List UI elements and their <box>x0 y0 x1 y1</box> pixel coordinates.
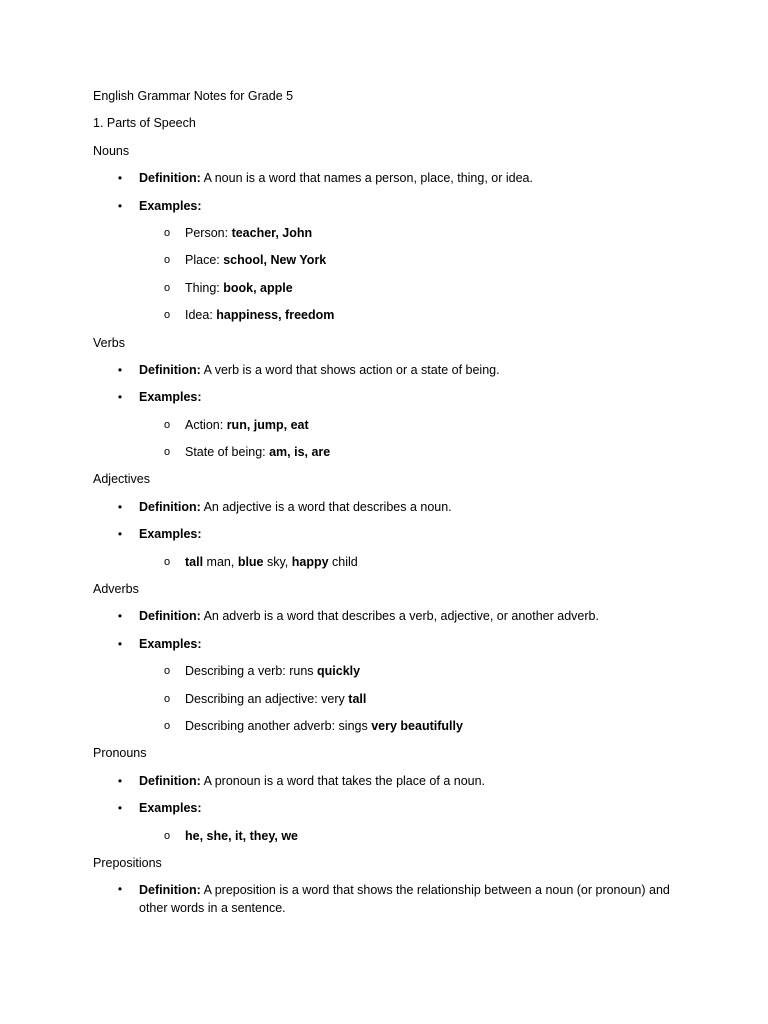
circle-bullet-icon: o <box>163 555 171 568</box>
example-label: Describing an adjective: very <box>185 691 349 706</box>
definition-text: An adverb is a word that describes a verb, adjective, or another adverb. <box>203 609 599 624</box>
bullet-icon: • <box>117 527 123 542</box>
example-label: Idea: <box>185 308 217 323</box>
example-words: quickly <box>317 664 361 679</box>
definition-text: A preposition is a word that shows the relationship between a noun (or pronoun) and other words in a sentence. <box>139 883 670 916</box>
list-item <box>93 415 693 442</box>
example-words: happiness, freedom <box>216 308 335 323</box>
definition-label: Definition: <box>139 499 201 514</box>
list-item <box>93 826 693 853</box>
definition-label: Definition: <box>139 362 201 377</box>
document-page <box>93 86 693 917</box>
example-label: Person: <box>185 225 232 240</box>
bullet-icon: • <box>117 801 123 816</box>
definition-text: A noun is a word that names a person, place, thing, or idea. <box>203 171 533 186</box>
list-item <box>93 305 693 332</box>
verbs-heading: Verbs <box>93 335 125 350</box>
example-label: Describing a verb: runs <box>185 664 318 679</box>
circle-bullet-icon: o <box>163 226 171 239</box>
bullet-icon: • <box>117 636 123 651</box>
adjectives-heading: Adjectives <box>93 472 150 487</box>
bullet-icon: • <box>117 609 123 624</box>
examples-label: Examples: <box>139 390 202 405</box>
circle-bullet-icon: o <box>163 665 171 678</box>
adjectives-examples-label <box>93 524 693 551</box>
definition-label: Definition: <box>139 773 201 788</box>
example-words: book, apple <box>223 280 293 295</box>
prepositions-heading: Prepositions <box>93 855 162 870</box>
bullet-icon: • <box>117 390 123 405</box>
list-item <box>93 442 693 469</box>
bullet-icon: • <box>117 198 123 213</box>
example-label: Place: <box>185 253 224 268</box>
example-word: happy <box>291 554 329 569</box>
bullet-icon: • <box>117 499 123 514</box>
nouns-definition <box>93 168 693 195</box>
list-item <box>93 552 693 579</box>
bullet-icon: • <box>117 882 123 897</box>
example-label: Action: <box>185 417 227 432</box>
circle-bullet-icon: o <box>163 309 171 322</box>
example-words: school, New York <box>223 253 327 268</box>
example-words: tall <box>348 691 367 706</box>
bullet-icon: • <box>117 773 123 788</box>
bullet-icon: • <box>117 362 123 377</box>
example-words: very beautifully <box>371 718 463 733</box>
examples-label: Examples: <box>139 527 202 542</box>
list-item <box>93 250 693 277</box>
adverbs-definition <box>93 606 693 633</box>
example-rest: man, <box>203 554 238 569</box>
list-item <box>93 716 693 743</box>
examples-label: Examples: <box>139 198 202 213</box>
example-words: he, she, it, they, we <box>185 828 298 843</box>
list-item <box>93 661 693 688</box>
pronouns-heading: Pronouns <box>93 746 147 761</box>
prepositions-definition <box>93 880 693 917</box>
nouns-examples-label <box>93 196 693 223</box>
example-words: run, jump, eat <box>226 417 309 432</box>
verbs-definition <box>93 360 693 387</box>
adjectives-definition <box>93 497 693 524</box>
pronouns-examples-label <box>93 798 693 825</box>
definition-text: A verb is a word that shows action or a state of being. <box>203 362 500 377</box>
circle-bullet-icon: o <box>163 446 171 459</box>
circle-bullet-icon: o <box>163 692 171 705</box>
list-item <box>93 689 693 716</box>
examples-label: Examples: <box>139 636 202 651</box>
examples-label: Examples: <box>139 801 202 816</box>
section-heading: 1. Parts of Speech <box>93 116 196 131</box>
definition-label: Definition: <box>139 609 201 624</box>
adverbs-examples-label <box>93 634 693 661</box>
definition-text: An adjective is a word that describes a noun. <box>203 499 452 514</box>
circle-bullet-icon: o <box>163 254 171 267</box>
example-label: State of being: <box>185 445 270 460</box>
definition-text: A pronoun is a word that takes the place of a noun. <box>203 773 486 788</box>
example-label: Thing: <box>185 280 224 295</box>
example-label: Describing another adverb: sings <box>185 718 372 733</box>
bullet-icon: • <box>117 171 123 186</box>
nouns-heading: Nouns <box>93 143 130 158</box>
circle-bullet-icon: o <box>163 418 171 431</box>
definition-label: Definition: <box>139 883 201 898</box>
example-words: teacher, John <box>231 225 313 240</box>
document-title: English Grammar Notes for Grade 5 <box>93 89 294 103</box>
example-word: blue <box>237 554 264 569</box>
definition-label: Definition: <box>139 171 201 186</box>
verbs-examples-label <box>93 387 693 414</box>
circle-bullet-icon: o <box>163 829 171 842</box>
circle-bullet-icon: o <box>163 719 171 732</box>
example-rest: sky, <box>263 554 292 569</box>
list-item <box>93 223 693 250</box>
list-item <box>93 278 693 305</box>
pronouns-definition <box>93 771 693 798</box>
adverbs-heading: Adverbs <box>93 582 139 597</box>
example-word: tall <box>185 554 204 569</box>
example-words: am, is, are <box>269 445 331 460</box>
example-rest: child <box>328 554 358 569</box>
circle-bullet-icon: o <box>163 281 171 294</box>
